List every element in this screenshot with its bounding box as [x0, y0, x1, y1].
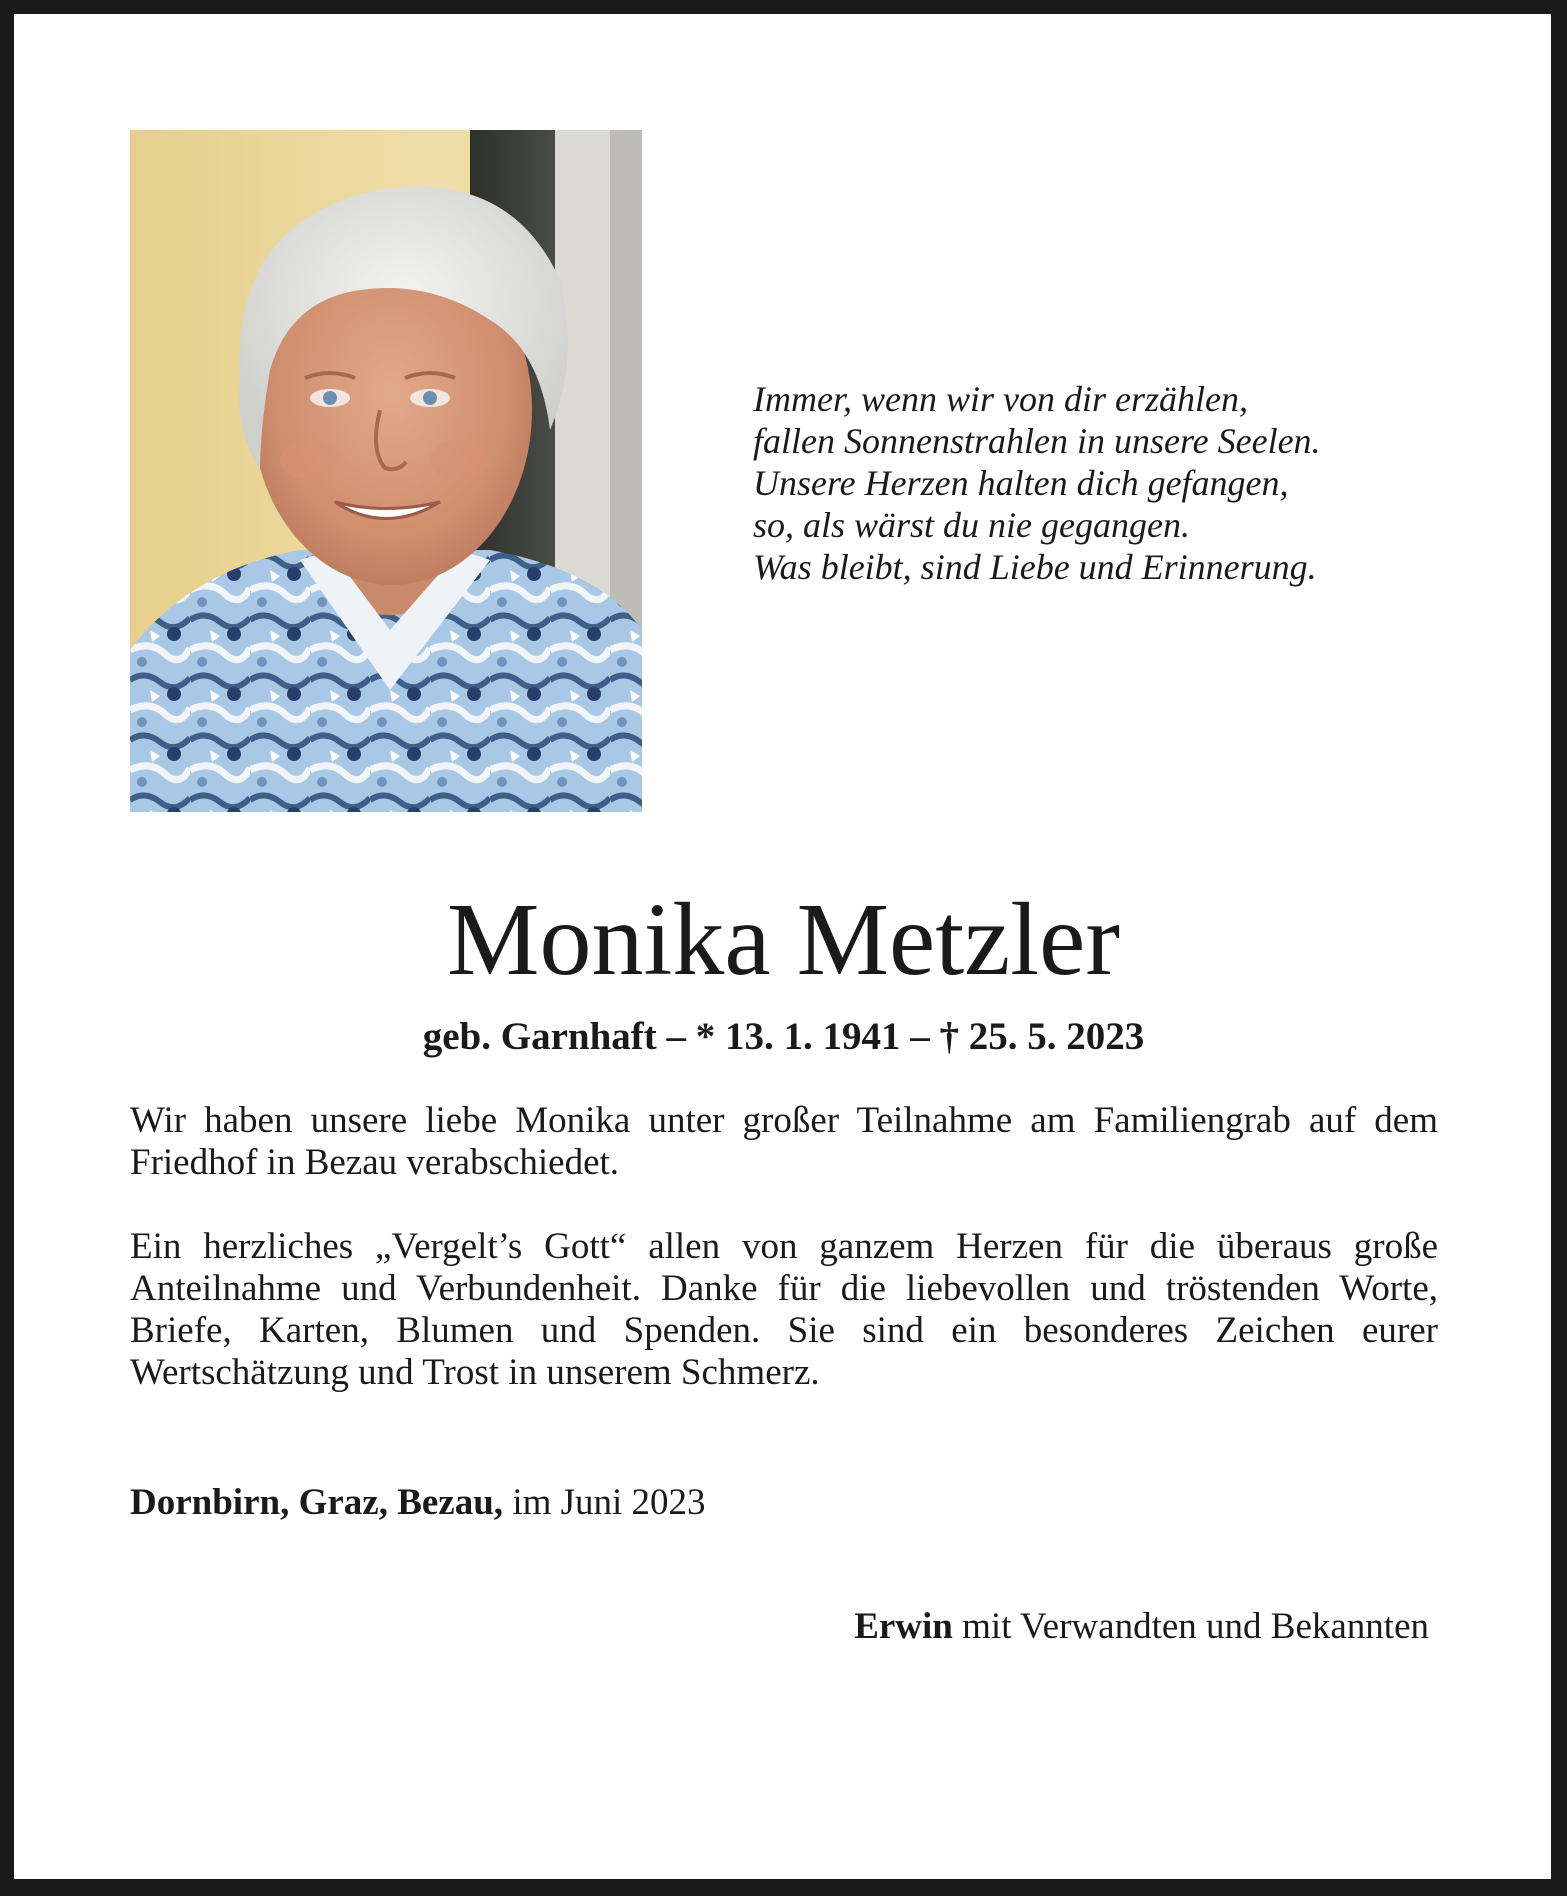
- signature-rest: mit Verwandten und Bekannten: [952, 1606, 1429, 1647]
- portrait-photo: [130, 130, 642, 812]
- signature: [854, 1604, 1429, 1650]
- signature-name: Erwin: [854, 1606, 953, 1647]
- place-and-date: [130, 1480, 706, 1526]
- poem-line: Unsere Herzen halten dich gefangen,: [753, 463, 1289, 503]
- poem-line: Was bleibt, sind Liebe und Erinnerung.: [753, 547, 1317, 587]
- date-text: im Juni 2023: [503, 1482, 706, 1523]
- place-names: Dornbirn, Graz, Bezau,: [130, 1482, 504, 1523]
- deceased-name: Monika Metzler: [447, 882, 1120, 997]
- poem-line: so, als wärst du nie gegangen.: [753, 505, 1190, 545]
- poem-line: fallen Sonnenstrahlen in unsere Seelen.: [753, 421, 1321, 461]
- poem-line: Immer, wenn wir von dir erzählen,: [753, 379, 1248, 419]
- paragraph-thanks: Ein herzliches „Vergelt’s Gott“ allen von ganzem Herzen für die überaus große Anteilnahme und Verbundenheit. Danke für die liebevollen und tröstenden Worte, Briefe, Karten, Blumen und Spenden. Sie sind ein besonderes Zeichen eurer Wertschätzung und Trost in unserem Schmerz.: [130, 1226, 1438, 1393]
- poem: [753, 378, 1433, 588]
- life-dates: geb. Garnhaft – * 13. 1. 1941 – † 25. 5. 2023: [422, 1015, 1145, 1058]
- paragraph-farewell: Wir haben unsere liebe Monika unter großer Teilnahme am Familiengrab auf dem Friedhof in Bezau verabschiedet.: [130, 1100, 1438, 1183]
